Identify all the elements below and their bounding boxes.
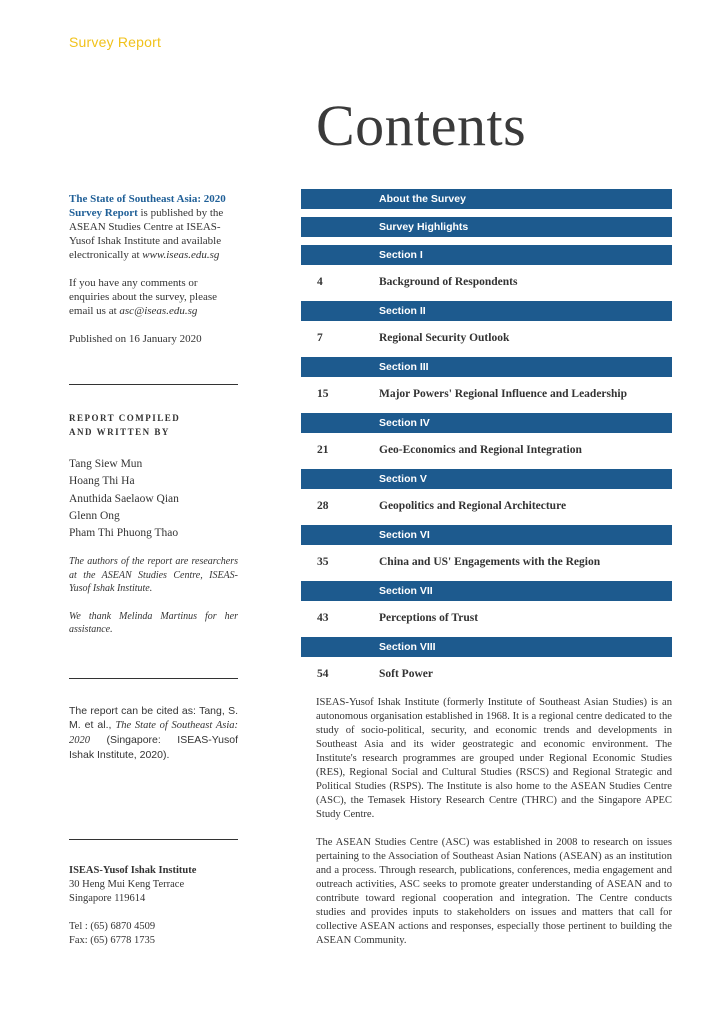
publication-info	[69, 192, 238, 360]
toc-entry[interactable]	[301, 665, 672, 693]
address-tel: Tel : (65) 6870 4509	[69, 921, 156, 932]
page-title: Contents	[316, 93, 527, 158]
divider	[69, 678, 238, 679]
author: Hoang Thi Ha	[69, 475, 135, 488]
toc-section-bar[interactable]: Section II	[301, 301, 672, 321]
cite-suffix: (Singapore: ISEAS-Yusof Ishak Institute, 2020).	[69, 734, 238, 761]
enquiries-text: If you have any comments or enquiries about the survey, please email us at	[69, 277, 218, 317]
toc-entry-title: Geopolitics and Regional Architecture	[379, 500, 567, 512]
compiled-heading-line-2: AND WRITTEN BY	[69, 427, 170, 437]
enquiries-statement	[69, 276, 238, 318]
cite-title: The State of Southeast Asia: 2020	[69, 720, 238, 746]
toc-section-bar[interactable]: Section VIII	[301, 637, 672, 657]
toc-entry[interactable]	[301, 441, 672, 469]
address-block	[69, 864, 238, 948]
email-link[interactable]: asc@iseas.edu.sg	[119, 305, 198, 317]
toc-page-number: 35	[317, 556, 329, 568]
toc-section-bar[interactable]: Section VII	[301, 581, 672, 601]
toc-section-bar[interactable]: Section III	[301, 357, 672, 377]
published-date: Published on 16 January 2020	[69, 333, 202, 345]
published-text: is published by the ASEAN Studies Centre at ISEAS-Yusof Ishak Institute and available electronically at	[69, 207, 224, 261]
toc-entry-title: Perceptions of Trust	[379, 612, 479, 624]
toc-page-number: 21	[317, 444, 329, 456]
toc-entry-title: China and US' Engagements with the Region	[379, 556, 601, 568]
toc-entry-title: Major Powers' Regional Influence and Leadership	[379, 388, 627, 400]
toc-entry[interactable]	[301, 273, 672, 301]
authors-note: The authors of the report are researchers at the ASEAN Studies Centre, ISEAS-Yusof Ishak Institute.	[69, 556, 238, 594]
table-of-contents	[301, 189, 672, 693]
toc-entry-title: Regional Security Outlook	[379, 332, 510, 344]
toc-page-number: 54	[317, 668, 329, 680]
publication-title: The State of Southeast Asia: 2020 Survey Report	[69, 193, 226, 219]
toc-page-number: 7	[317, 332, 323, 344]
authors-note-block	[69, 555, 238, 651]
toc-entry-title: Background of Respondents	[379, 276, 518, 288]
author: Anuthida Saelaow Qian	[69, 492, 179, 505]
compiled-heading-line-1: REPORT COMPILED	[69, 413, 181, 423]
divider	[69, 384, 238, 385]
citation	[69, 704, 238, 762]
toc-bar-about[interactable]: About the Survey	[301, 189, 672, 209]
toc-entry[interactable]	[301, 385, 672, 413]
toc-page-number: 43	[317, 612, 329, 624]
author: Tang Siew Mun	[69, 458, 143, 470]
publication-statement	[69, 192, 238, 262]
toc-page-number: 15	[317, 388, 329, 400]
toc-entry-title: Geo-Economics and Regional Integration	[379, 444, 582, 456]
toc-page-number: 28	[317, 500, 329, 512]
compiled-heading	[69, 411, 180, 439]
toc-entry[interactable]	[301, 329, 672, 357]
address-org: ISEAS-Yusof Ishak Institute	[69, 865, 197, 876]
author: Glenn Ong	[69, 509, 120, 522]
toc-section-bar[interactable]: Section V	[301, 469, 672, 489]
header-label: Survey Report	[69, 34, 162, 50]
address-city: Singapore 119614	[69, 893, 146, 904]
toc-bar-highlights[interactable]: Survey Highlights	[301, 217, 672, 237]
toc-entry[interactable]	[301, 609, 672, 637]
author: Pham Thi Phuong Thao	[69, 527, 179, 540]
toc-entry[interactable]	[301, 553, 672, 581]
toc-section-bar[interactable]: Section IV	[301, 413, 672, 433]
toc-page-number: 4	[317, 276, 323, 288]
toc-section-bar[interactable]: Section VI	[301, 525, 672, 545]
toc-entry-title: Soft Power	[379, 668, 433, 680]
address-street: 30 Heng Mui Keng Terrace	[69, 879, 185, 890]
divider	[69, 839, 238, 840]
asc-paragraph: The ASEAN Studies Centre (ASC) was established in 2008 to research on issues pertaining to the Association of Southeast Asian Nations (ASEAN) as an institution and a process. Through research, publications, conferences, media engagement and outreach activities, ASC seeks to promote greater understanding of ASEAN and to contribute toward regional cooperation and integration. The Centre conducts studies and provides inputs to stakeholders on issues and matters that call for collective ASEAN actions and responses, especially those pertinent to building the ASEAN Community.	[316, 837, 672, 946]
toc-entry[interactable]	[301, 497, 672, 525]
authors-list	[69, 456, 179, 542]
iseas-paragraph: ISEAS-Yusof Ishak Institute (formerly Institute of Southeast Asian Studies) is an autonomous organisation established in 1968. It is a regional centre dedicated to the study of socio-political, security, and economic trends and developments in Southeast Asia and its wider geostrategic and economic environment. The Institute's research programmes are grouped under Regional Economic Studies (RES), Regional Social and Cultural Studies (RSCS) and Regional Strategic and Political Studies (RSPS). The Institute is also home to the ASEAN Studies Centre (ASC), the Temasek History Research Centre (THRC) and the Singapore APEC Study Centre.	[316, 697, 672, 820]
cite-prefix: The report can be cited as: Tang, S. M. et al.,	[69, 705, 238, 731]
thanks-note: We thank Melinda Martinus for her assistance.	[69, 610, 238, 635]
toc-section-bar[interactable]: Section I	[301, 245, 672, 265]
website-link[interactable]: www.iseas.edu.sg	[142, 249, 220, 261]
address-fax: Fax: (65) 6778 1735	[69, 935, 156, 946]
